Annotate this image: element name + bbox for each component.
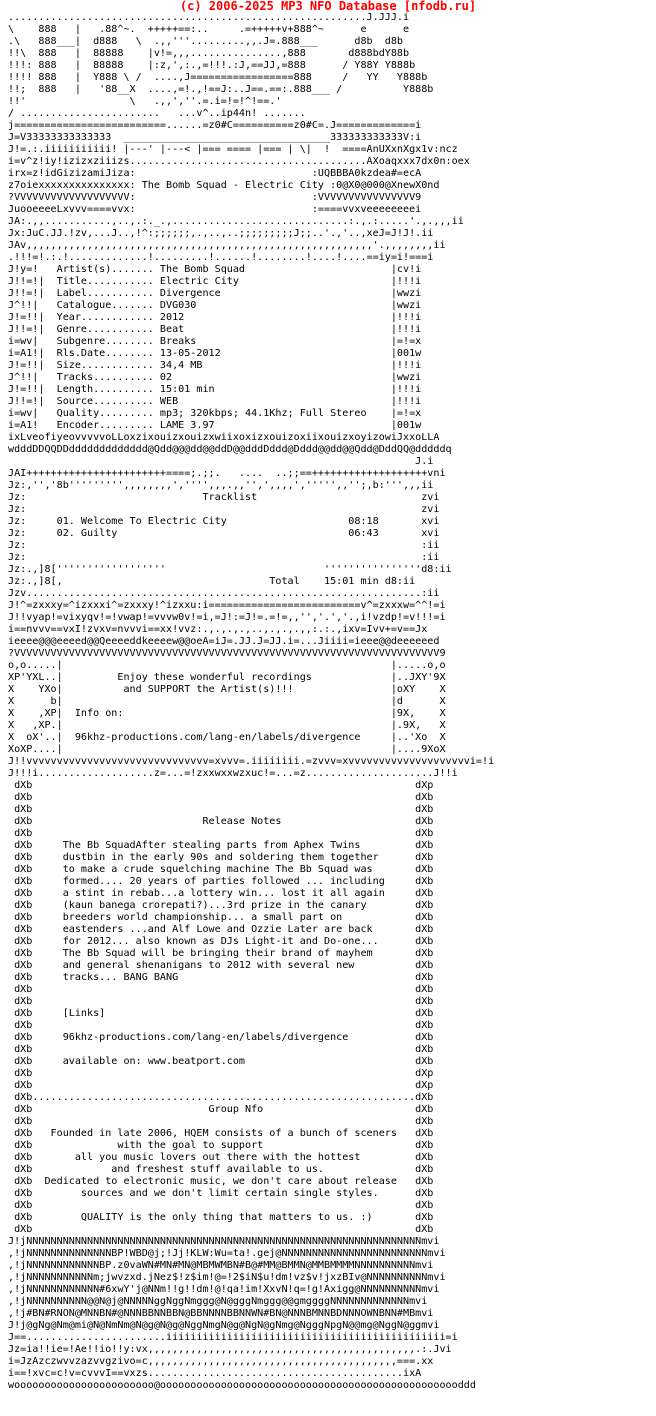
nfo-line: ,!j#BN#RNON@MNNBN#@NNNBBNNBBN@BBNNNNBBNNWN#BN@NNNBMNNBDNNNOWNBNN#MBmvi [8, 1308, 434, 1319]
nfo-text-block [8, 12, 494, 1392]
nfo-line: ,!jNNNNNNNNNNNNBP.z0vaWN#MN#MN@MBMWMBN#B@#MM@BMMN@MMBMMMMNNNNNNNNNNmvi [8, 1260, 434, 1271]
nfo-line: J!!vvvvvvvvvvvvvvvvvvvvvvvvvvvvvv=xvvv=.iiiiiiii.=zvvv=xvvvvvvvvvvvvvvvvvvvvi=!i [8, 756, 495, 767]
nfo-line: Jz:.,]8[, Total 15:01 min d8:ii [8, 576, 416, 587]
nfo-line: dXb...............................................................dXb [8, 1092, 434, 1103]
nfo-line: X oX'..| 96khz-productions.com/lang-en/labels/divergence |..'Xo X [8, 732, 446, 743]
nfo-line: .\ 888___| d888 \ .,,'''.........,,.J=.888___ d8b d8b [8, 36, 404, 47]
nfo-line: dXb tracks... BANG BANG dXb [8, 972, 434, 983]
nfo-line: J!!!i...................z=...=!zxxwxxwzxuc!=...=z.....................J!!i [8, 768, 458, 779]
nfo-line: XoXP....| |....9XoX [8, 744, 446, 755]
nfo-line: dXb dustbin in the early 90s and soldering them together dXb [8, 852, 434, 863]
nfo-line: o,o.....| |.....o,o [8, 660, 446, 671]
nfo-line: Jz: zvi [8, 504, 440, 515]
nfo-line: J=V33333333333333 __________________________________333333333333V:i [8, 132, 422, 143]
nfo-line: i=JzAzczwvvzazvvgzivo=c,,,,,,,,,,,,,,,,,,,,,,,,,,,,,,,,,,,,,,,,,===.xx [8, 1356, 434, 1367]
nfo-line: X ,XP| Info on: |9X, X [8, 708, 446, 719]
nfo-line: J!^=zxxxy=^izxxxi^=zxxxy!^izxxu:i=========================v^=zxxxw=^^!=i [8, 600, 446, 611]
nfo-line: Jzv.................................................................:ii [8, 588, 440, 599]
nfo-line: dXb dXp [8, 1068, 434, 1079]
nfo-line: J!=!!| Length.......... 15:01 min |!!!i [8, 384, 422, 395]
nfo-line: irx=z!idGizizamiJiza: :UQBBBA0kzdea#=ecA [8, 168, 422, 179]
nfo-line: dXb The Bb Squad will be bringing their brand of mayhem dXb [8, 948, 434, 959]
nfo-line: JuooeeeeLxvvv====vvx: :====vvxveeeeeeeei [8, 204, 422, 215]
nfo-line: ,!jNNNNNNNNNN@@N@j@NNNNNggNggNmggg@N@gggNmggg@@gmggggNNNNNNNNNNNNNmvi [8, 1296, 428, 1307]
nfo-line: J^!!| Tracks.......... 02 |wwzi [8, 372, 422, 383]
nfo-line: dXb Group Nfo dXb [8, 1104, 434, 1115]
nfo-line: i==nvvv==vxI!zvxv=nvvvi==xx!vvz:.,.,.,.,..,.,.,.,,:.:.,ixv=Ivv+=v==Jx [8, 624, 428, 635]
nfo-line: JAI+++++++++++++++++++++++====;.;;. .... ..;;==+++++++++++++++++++vni [8, 468, 446, 479]
nfo-line: ,!jNNNNNNNNNNNm;jwvzxd.jNez$!z$im!@=!2$iN$u!dm!vz$v!jxzBIv@NNNNNNNNNNmvi [8, 1272, 446, 1283]
nfo-line: !!; 888 | '88__X ....,=!.,!==J:..J==.==:.888___ / Y888b [8, 84, 434, 95]
nfo-line: dXb and general shenanigans to 2012 with several new dXb [8, 960, 434, 971]
nfo-line: dXb and freshest stuff available to us. dXb [8, 1164, 434, 1175]
nfo-line: dXb dXb [8, 828, 434, 839]
nfo-line: dXb breeders world championship... a small part on dXb [8, 912, 434, 923]
nfo-line: dXb available on: www.beatport.com dXb [8, 1056, 434, 1067]
nfo-line: Jz: 02. Guilty 06:43 xvi [8, 528, 440, 539]
nfo-line: J!!=!| Title........... Electric City |!!!i [8, 276, 422, 287]
nfo-line: dXb dXb [8, 996, 434, 1007]
nfo-line: XP'YXL..| Enjoy these wonderful recordings |..JXY'9X [8, 672, 446, 683]
nfo-line: dXb to make a crude squelching machine The Bb Squad was dXb [8, 864, 434, 875]
nfo-line: dXb dXb [8, 1200, 434, 1211]
nfo-line: .!!!=!.:.!.............!.........!......!........!....!....==iy=i!===i [8, 252, 434, 263]
nfo-line: J!jNNNNNNNNNNNNNNNNNNNNNNNNNNNNNNNNNNNNNNNNNNNNNNNNNNNNNNNNNNNNNNNNNmvi [8, 1236, 440, 1247]
nfo-line: J!j@gNg@Nm@mi@N@NmNm@N@g@N@g@NggNmgN@g@NgN@gNmg@NgggNpgN@@mg@NggN@ggmvi [8, 1320, 440, 1331]
nfo-line: !!\ 888 | 88888 |v!=,,,...............,888 d888bdY88b [8, 48, 410, 59]
nfo-line: wooooooooooooooooooooooo@oooooooooooooooooooooooooooooooooooooooooooooooooddd [8, 1380, 476, 1391]
nfo-line: i=wv| Quality......... mp3; 320kbps; 44.1Khz; Full Stereo |=!=x [8, 408, 422, 419]
nfo-line: dXb dXb [8, 1044, 434, 1055]
nfo-line: !!' \ .,,',''.=.i=!=!^!==.' [8, 96, 282, 107]
nfo-line: dXb for 2012... also known as DJs Light-it and Do-one... dXb [8, 936, 434, 947]
nfo-line: J!=.:.iiiiiiiiiii! |---' |---< |=== ==== |=== | \| ! ====AnUXxnXgx1v:ncz [8, 144, 458, 155]
nfo-line: dXb a stint in rebab...a lottery win... lost it all again dXb [8, 888, 434, 899]
nfo-line: dXb dXb [8, 984, 434, 995]
nfo-line: j=========================......=z0#C==========z0#C=.J=============i [8, 120, 422, 131]
nfo-line: dXb dXb [8, 804, 434, 815]
nfo-line: dXb dXb [8, 792, 434, 803]
nfo-line: Jz:.,]8['''''''''''''''''' ''''''''''''''''d8:ii [8, 564, 452, 575]
nfo-line: Jz=ia!!ie=!Ae!!io!!y:vx,,,,,,,,,,,,,,,,,,,,,,,,,,,,,,,,,,,,,,,,,,,,.:.Jvi [8, 1344, 452, 1355]
nfo-line: dXb The Bb SquadAfter stealing parts from Aphex Twins dXb [8, 840, 434, 851]
nfo-line: dXb all you music lovers out there with the hottest dXb [8, 1152, 434, 1163]
nfo-line: J.i [8, 456, 434, 467]
nfo-line: !!!: 888 | 88888 |:z,',:.,=!!!.:J,==JJ,=888 / Y88Y Y888b [8, 60, 416, 71]
nfo-line: / ....................... ...v^..ip44n! ....... [8, 108, 306, 119]
nfo-line: ,!jNNNNNNNNNNNN#6xwY'j@NNm!!g!!dm!@!qa!im!XxvN!q=!g!Axigg@NNNNNNNNNNmvi [8, 1284, 440, 1295]
nfo-line: i=A1!| Rls.Date........ 13-05-2012 |001w [8, 348, 422, 359]
nfo-line: dXb Release Notes dXb [8, 816, 434, 827]
nfo-line: dXb dXp [8, 780, 434, 791]
nfo-line: i=wv| Subgenre........ Breaks |=!=x [8, 336, 422, 347]
nfo-line: ...........................................................J.JJJ.i [8, 12, 410, 23]
nfo-line: J!=!!| Size............ 34,4 MB |!!!i [8, 360, 422, 371]
nfo-line: i==!xvc=c!v=cvvvI==vxzs..........................................ixA [8, 1368, 422, 1379]
nfo-line: dXb eastenders ...and Alf Lowe and Ozzie Later are back dXb [8, 924, 434, 935]
nfo-line: ,!jNNNNNNNNNNNNNNBP!WBD@j;!Jj!KLW:Wu=ta!.gej@NNNNNNNNNNNNNNNNNNNNNNNNmvi [8, 1248, 446, 1259]
nfo-line: dXb Dedicated to electronic music, we don't care about release dXb [8, 1176, 434, 1187]
nfo-line: J!!vyap!=vixyqv!=!vwap!=vvvw0v!=i,=J!:=J!=.=!=,,'','.','.,i!vzdp!=v!!!=i [8, 612, 446, 623]
nfo-line: X ,XP.| |.9X, X [8, 720, 446, 731]
nfo-line: Jz: :ii [8, 540, 440, 551]
nfo-line: i=A1! Encoder......... LAME 3.97 |001w [8, 420, 422, 431]
nfo-line: Jx:JuC.JJ.!zv,...J..,!^:;;;;;;,.,..,..;;;;;;;;;J;;..'.,'..,xeJ=J!J!.ii [8, 228, 434, 239]
nfo-line: dXb sources and we don't limit certain single styles. dXb [8, 1188, 434, 1199]
nfo-line: dXb with the goal to support dXb [8, 1140, 434, 1151]
nfo-line: i=v^z!iy!izizxziiizs.......................................AXoaqxxx7dx0n:oex [8, 156, 470, 167]
nfo-line: X b| |d X [8, 696, 446, 707]
nfo-line: ?VVVVVVVVVVVVVVVVVVVVVVVVVVVVVVVVVVVVVVVVVVVVVVVVVVVVVVVVVVVVVVVVVVVVVV9 [8, 648, 446, 659]
nfo-line: dXb formed.... 20 years of parties followed ... including dXb [8, 876, 434, 887]
nfo-line: dXb dXb [8, 1224, 434, 1235]
nfo-line: J!!=!| Source.......... WEB |!!!i [8, 396, 422, 407]
nfo-line: dXb QUALITY is the only thing that matters to us. :) dXb [8, 1212, 434, 1223]
nfo-line: J==.......................iiiiiiiiiiiiiiiiiiiiiiiiiiiiiiiiiiiiiiiiiiiiii=i [8, 1332, 458, 1343]
nfo-line: dXb (kaun banega crorepati?)...3rd prize in the canary dXb [8, 900, 434, 911]
nfo-line: Jz: Tracklist zvi [8, 492, 440, 503]
nfo-line: Jz: 01. Welcome To Electric City 08:18 xvi [8, 516, 440, 527]
nfo-line: JAv,,,,,,,,,,,,,,,,,,,,,,,,,,,,,,,,,,,,,,,,,,,,,,,,,,,,,,,,,'.,,,,,,,,ii [8, 240, 446, 251]
nfo-line: J^!!| Catalogue....... DVG030 |wwzi [8, 300, 422, 311]
nfo-line: dXb Founded in late 2006, HQEM consists of a bunch of sceners dXb [8, 1128, 434, 1139]
nfo-line: J!y=! Artist(s)....... The Bomb Squad |cv!i [8, 264, 422, 275]
nfo-line: z7oiexxxxxxxxxxxxxxx: The Bomb Squad - Electric City :0@X0@000@XnewX0nd [8, 180, 440, 191]
nfo-line: wdddDDQQDDddddddddddddd@Qdd@@@dd@@ddD@@dddDddd@Dddd@@dd@@Qdd@DddQQ@dddddq [8, 444, 452, 455]
nfo-line: JA:.,,...........,..,.:._.,.............................:.,.:.....'.,.,,,ii [8, 216, 464, 227]
nfo-line: J!=!!| Year............ 2012 |!!!i [8, 312, 422, 323]
nfo-line: dXb dXb [8, 1020, 434, 1031]
nfo-line: !!!! 888 | Y888 \ / ....,J=================888 / YY Y888b [8, 72, 428, 83]
nfo-line: dXb 96khz-productions.com/lang-en/labels/divergence dXb [8, 1032, 434, 1043]
nfo-line: Jz: :ii [8, 552, 440, 563]
nfo-line: Jz:,'','8b''''''''',,,,,,,,','''',,,.,,'',',,,,',''''',,'';,b:''',,,ii [8, 480, 434, 491]
nfo-line: ieeee@@@eeeed@@Qeeeeddkeeeew@@oeA=iJ=.JJ.J=JJ.i=...Jiiii=ieee@@deeeeeed [8, 636, 440, 647]
nfo-line: \ 888 | .88^~. +++++==:.. .=+++++v+888^~ e e [8, 24, 410, 35]
nfo-line: dXb [Links] dXb [8, 1008, 434, 1019]
page-header-title: (c) 2006-2025 MP3 NFO Database [nfodb.ru] [179, 0, 477, 13]
nfo-line: ixLveofiyeovvvvvoLLoxzixouizxouizxwiixoxizxouizoxiixouizxoyizowiJxxoLLA [8, 432, 440, 443]
nfo-line: dXb dXb [8, 1116, 434, 1127]
nfo-line: dXb dXp [8, 1080, 434, 1091]
nfo-line: X YXo| and SUPPORT the Artist(s)!!! |oXY X [8, 684, 446, 695]
nfo-line: ?VVVVVVVVVVVVVVVVVVV: :VVVVVVVVVVVVVVVV9 [8, 192, 422, 203]
nfo-line: J!!=!| Genre........... Beat |!!!i [8, 324, 422, 335]
nfo-line: J!!=!| Label........... Divergence |wwzi [8, 288, 422, 299]
